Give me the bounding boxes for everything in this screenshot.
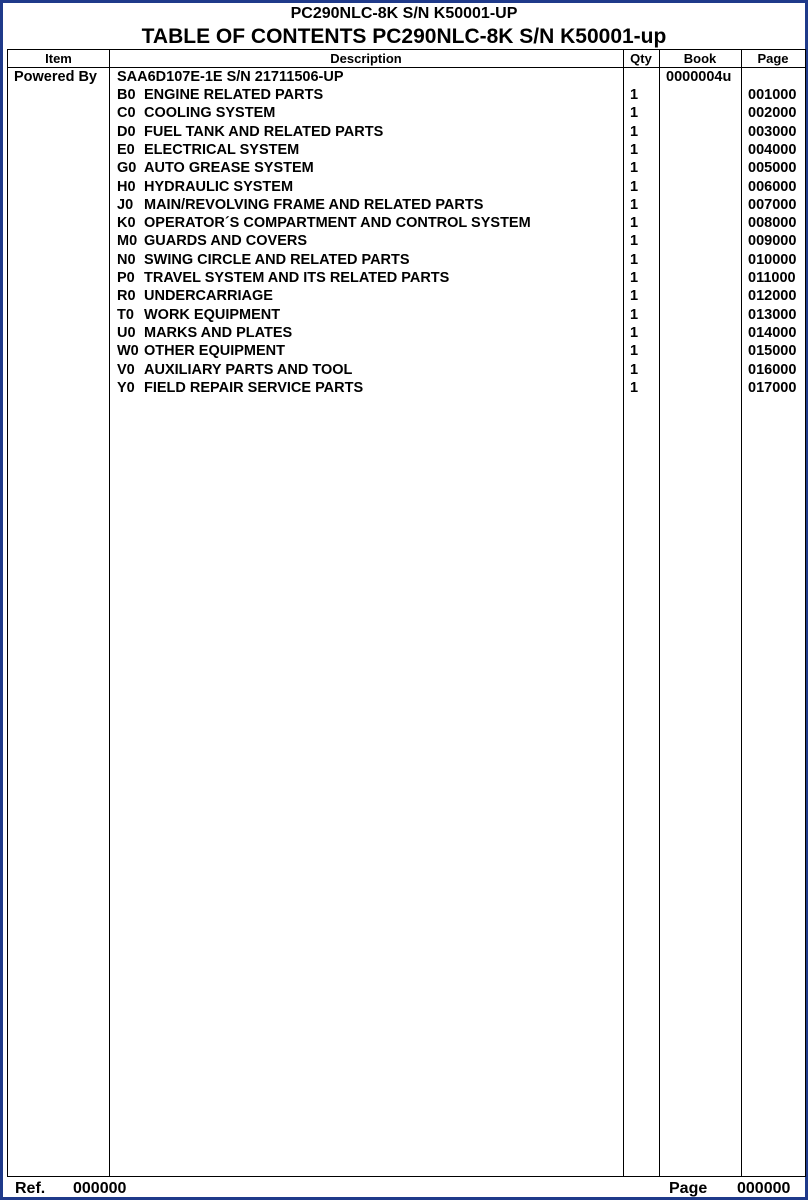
section-page: 017000 <box>748 379 797 396</box>
book-number: 0000004u <box>666 69 732 85</box>
table-row <box>8 232 805 250</box>
section-qty: 1 <box>630 251 639 268</box>
section-qty: 1 <box>630 105 639 122</box>
section-name: MARKS AND PLATES <box>144 324 293 341</box>
column-header-item: Item <box>45 51 72 66</box>
section-page: 006000 <box>748 178 797 195</box>
section-page: 003000 <box>748 123 797 140</box>
section-name: TRAVEL SYSTEM AND ITS RELATED PARTS <box>144 270 450 286</box>
page-footer <box>3 1178 805 1200</box>
ref-value: 000000 <box>73 1180 127 1197</box>
table-row <box>8 324 805 342</box>
section-qty: 1 <box>630 343 639 360</box>
page-label: Page <box>669 1180 708 1197</box>
table-row <box>8 141 805 159</box>
section-page: 004000 <box>748 141 797 158</box>
section-qty: 1 <box>630 288 639 305</box>
section-name: COOLING SYSTEM <box>144 105 276 122</box>
section-qty: 1 <box>630 379 639 396</box>
section-name: WORK EQUIPMENT <box>144 306 281 323</box>
table-row <box>8 123 805 141</box>
section-qty: 1 <box>630 196 639 213</box>
table-row <box>8 287 805 305</box>
section-name: OPERATOR´S COMPARTMENT AND CONTROL SYSTEM <box>144 215 531 232</box>
section-qty: 1 <box>630 160 639 177</box>
section-page: 016000 <box>748 361 797 378</box>
engine-description: SAA6D107E-1E S/N 21711506-UP <box>117 69 344 85</box>
section-page: 011000 <box>748 270 796 286</box>
section-qty: 1 <box>630 178 639 195</box>
section-name: FUEL TANK AND RELATED PARTS <box>144 123 384 140</box>
section-name: ENGINE RELATED PARTS <box>144 87 324 103</box>
column-header-qty: Qty <box>630 51 652 66</box>
section-qty: 1 <box>630 233 639 250</box>
section-code: B0 <box>117 87 136 103</box>
table-row <box>8 361 805 379</box>
table-row <box>8 159 805 177</box>
section-code: D0 <box>117 123 136 140</box>
section-name: UNDERCARRIAGE <box>144 288 273 305</box>
section-name: GUARDS AND COVERS <box>144 233 308 250</box>
table-row <box>8 196 805 214</box>
section-page: 013000 <box>748 306 797 323</box>
table-row <box>8 104 805 122</box>
section-qty: 1 <box>630 215 639 232</box>
section-page: 008000 <box>748 215 797 232</box>
powered-by-label: Powered By <box>14 69 97 85</box>
table-row <box>8 306 805 324</box>
section-code: P0 <box>117 270 135 286</box>
section-code: H0 <box>117 178 136 195</box>
section-code: N0 <box>117 251 136 268</box>
section-qty: 1 <box>630 324 639 341</box>
table-row <box>8 178 805 196</box>
section-name: HYDRAULIC SYSTEM <box>144 178 294 195</box>
section-name: AUTO GREASE SYSTEM <box>144 160 314 177</box>
section-code: W0 <box>117 343 139 360</box>
column-header-description: Description <box>330 51 402 66</box>
table-row <box>8 86 805 104</box>
section-code: C0 <box>117 105 136 122</box>
section-qty: 1 <box>630 270 639 286</box>
section-page: 009000 <box>748 233 797 250</box>
table-header <box>8 50 805 68</box>
section-name: MAIN/REVOLVING FRAME AND RELATED PARTS <box>144 196 484 213</box>
table-row <box>8 251 805 269</box>
section-qty: 1 <box>630 141 639 158</box>
contents-table <box>7 49 806 1177</box>
section-qty: 1 <box>630 87 639 103</box>
section-code: U0 <box>117 324 136 341</box>
section-code: K0 <box>117 215 136 232</box>
section-qty: 1 <box>630 306 639 323</box>
section-page: 010000 <box>748 251 797 268</box>
table-row <box>8 269 805 287</box>
column-header-book: Book <box>683 51 717 66</box>
section-name: OTHER EQUIPMENT <box>144 343 285 360</box>
section-page: 001000 <box>748 87 797 103</box>
section-page: 012000 <box>748 288 797 305</box>
section-code: T0 <box>117 306 134 323</box>
document-title: TABLE OF CONTENTS PC290NLC-8K S/N K50001-up <box>141 25 667 48</box>
section-name: ELECTRICAL SYSTEM <box>144 141 300 158</box>
section-code: G0 <box>117 160 137 177</box>
section-code: Y0 <box>117 379 135 396</box>
section-page: 007000 <box>748 196 797 213</box>
section-code: M0 <box>117 233 138 250</box>
section-page: 002000 <box>748 105 797 122</box>
section-qty: 1 <box>630 123 639 140</box>
section-name: AUXILIARY PARTS AND TOOL <box>144 361 353 378</box>
column-header-page: Page <box>757 51 789 66</box>
section-code: V0 <box>117 361 135 378</box>
section-qty: 1 <box>630 361 639 378</box>
section-name: SWING CIRCLE AND RELATED PARTS <box>144 251 410 268</box>
section-page: 005000 <box>748 160 797 177</box>
table-row <box>8 214 805 232</box>
section-page: 014000 <box>748 324 797 341</box>
table-row <box>8 379 805 397</box>
document-subtitle: PC290NLC-8K S/N K50001-UP <box>290 5 518 22</box>
table-row <box>8 342 805 360</box>
page-value: 000000 <box>737 1180 791 1197</box>
section-code: J0 <box>117 196 134 213</box>
powered-by-row <box>8 68 805 86</box>
section-page: 015000 <box>748 343 797 360</box>
section-code: R0 <box>117 288 136 305</box>
section-code: E0 <box>117 141 135 158</box>
section-name: FIELD REPAIR SERVICE PARTS <box>144 379 364 396</box>
ref-label: Ref. <box>15 1180 46 1197</box>
